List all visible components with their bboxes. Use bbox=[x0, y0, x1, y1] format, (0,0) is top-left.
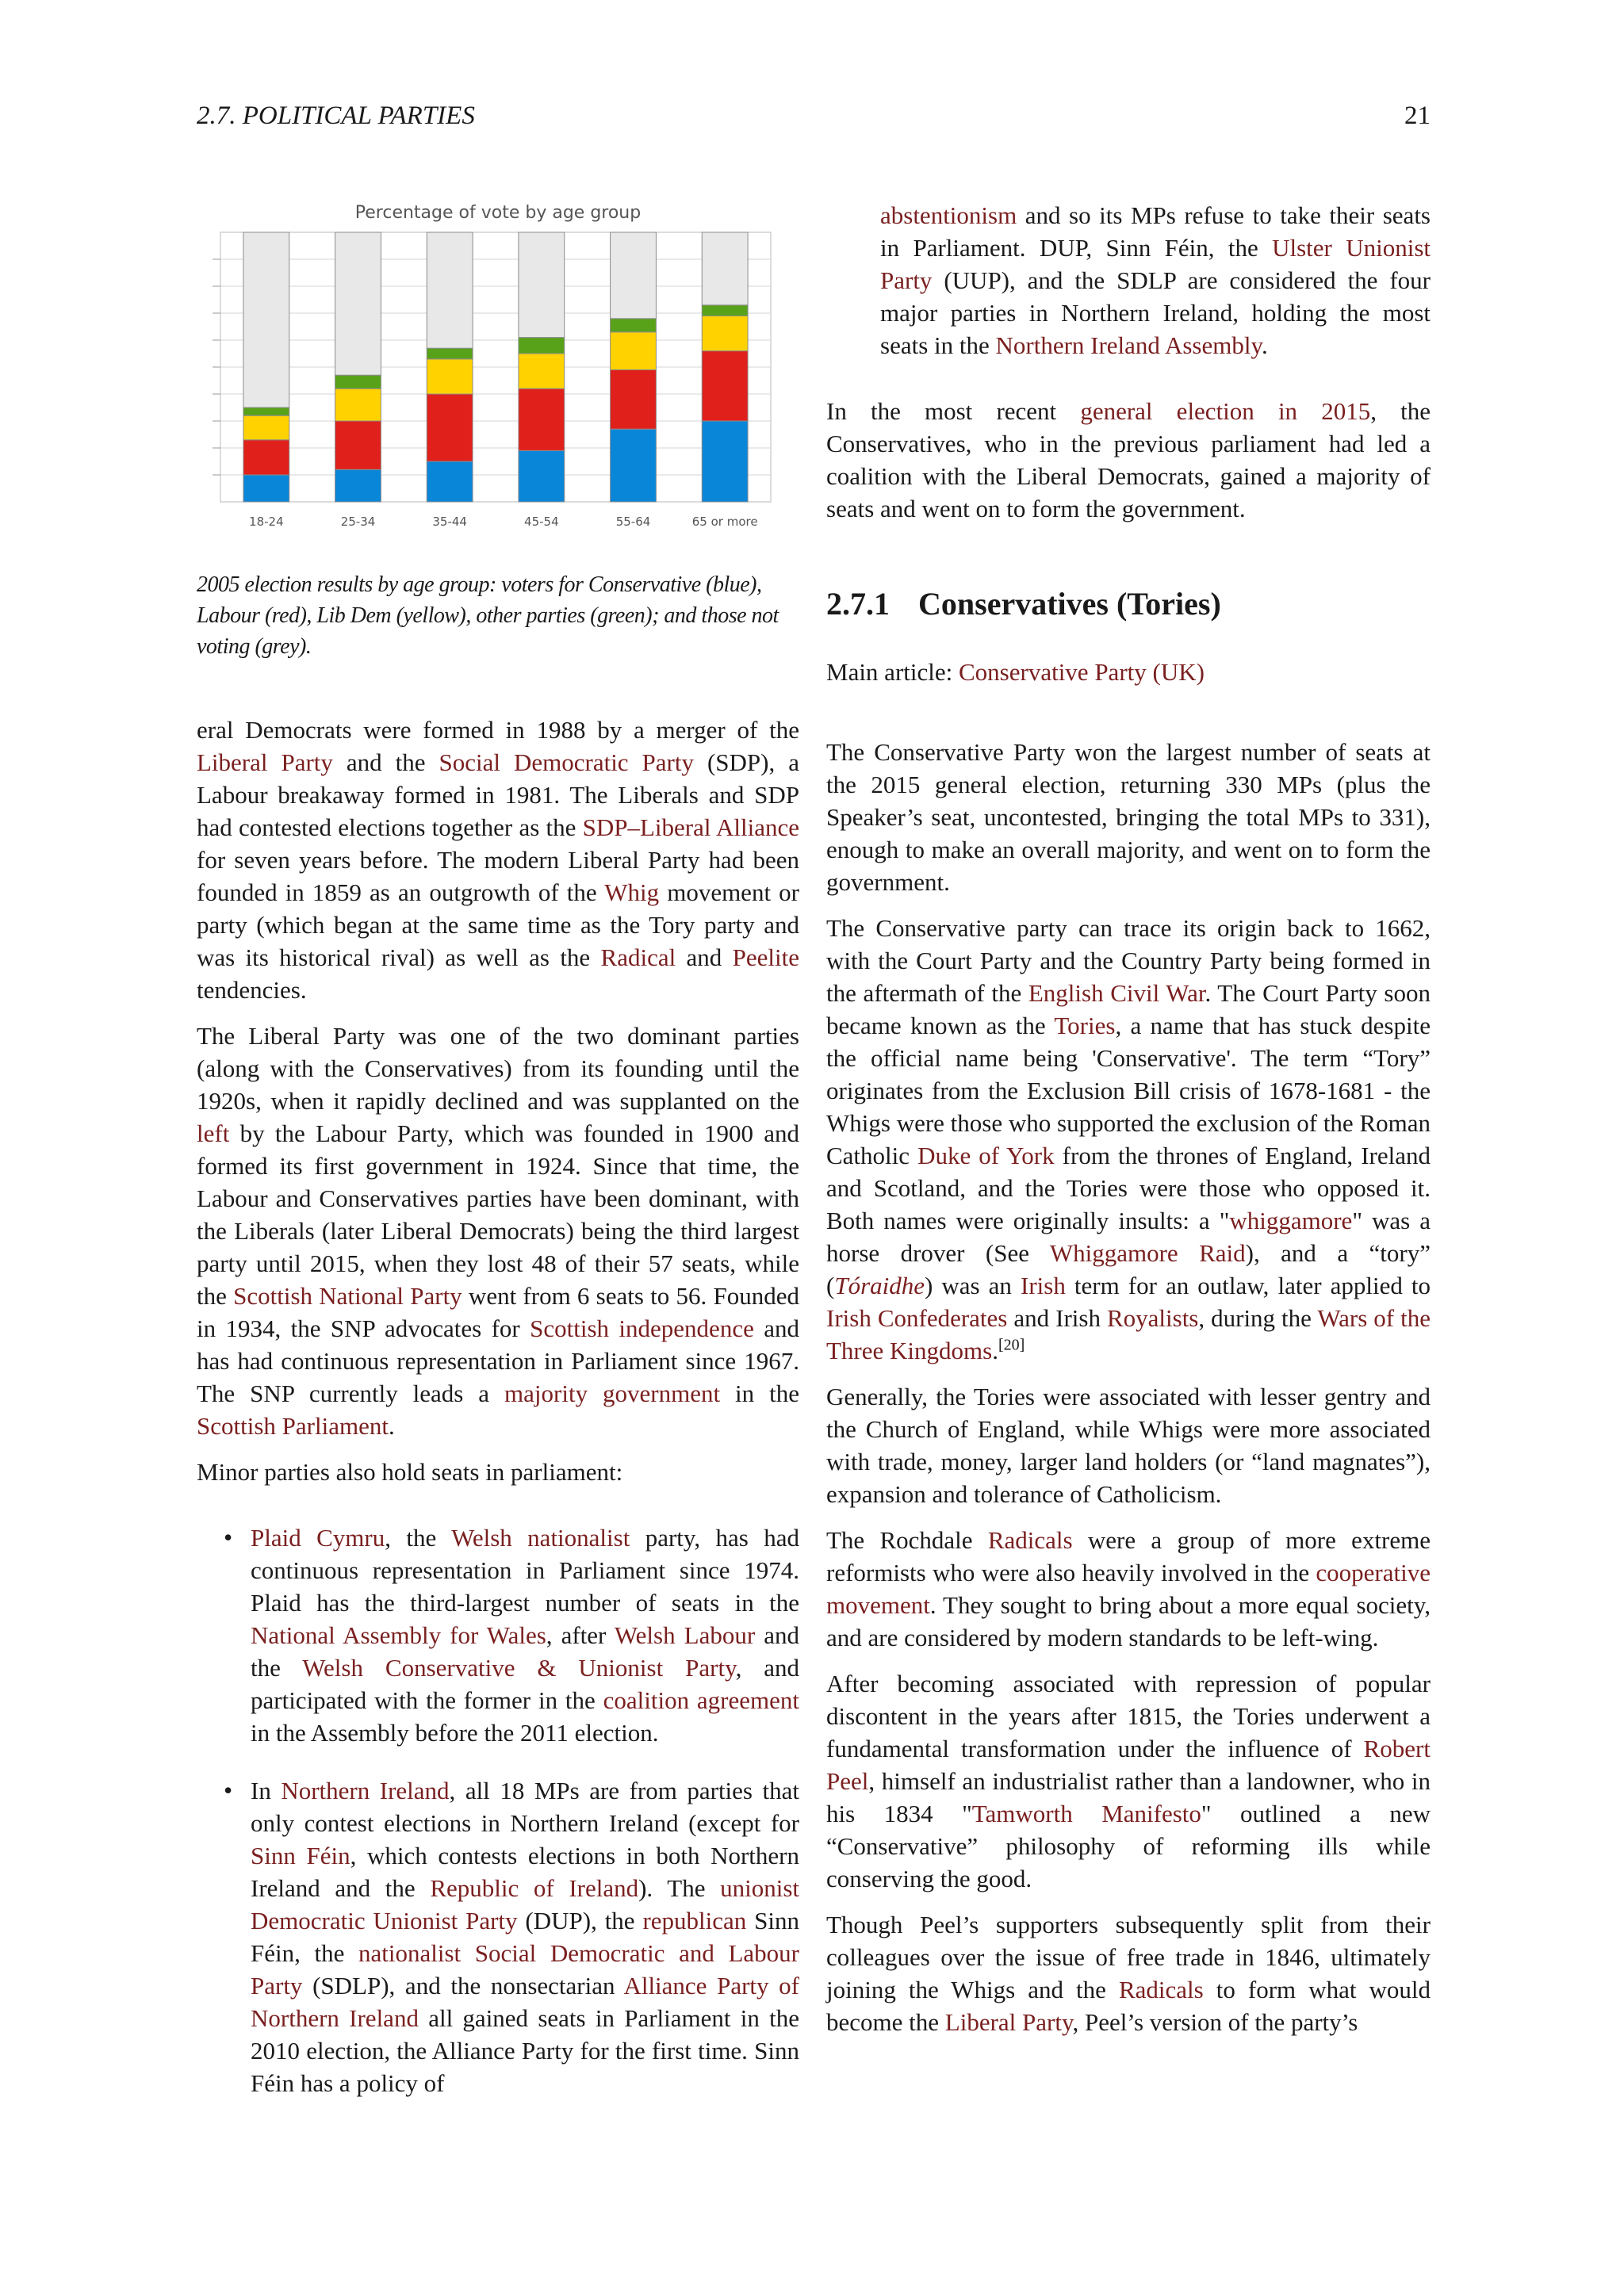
paragraph-rochdale-radicals: The Rochdale Radicals were a group of more extreme reformists who were also heavily involved in the cooperative movement. They sought to bring about a more equal society, and are considered by modern standards to be left-wing. bbox=[826, 1526, 1431, 1651]
paragraph-liberal-democrats: eral Democrats were formed in 1988 by a merger of the Liberal Party and the Social Democratic Party (SDP), a Labour breakaway formed in 1981. The Liberals and SDP had contested elections together as the SDP–Liberal Alliance for seven years before. The modern Liberal Party had been founded in 1859 as an outgrowth of the Whig movement or party (which began at the same time as the Tory party and was its historical rival) as well as the Radical and Peelite tendencies. bbox=[197, 716, 799, 1004]
link-coalition-agreement[interactable]: coalition agreement bbox=[603, 1686, 799, 1714]
link-toraidhe[interactable]: Tóraidhe bbox=[834, 1272, 925, 1299]
link-nationalist[interactable]: nationalist bbox=[358, 1939, 462, 1967]
bar-segment-labour bbox=[335, 421, 381, 469]
paragraph-2015-election: The Conservative Party won the largest number of seats at the 2015 general election, returning 330 MPs (plus the Speaker’s seat, uncontested, bringing the total MPs to 331), enough to make an overall majority, and went on to form the government. bbox=[826, 738, 1431, 896]
bar-segment-conservative bbox=[427, 461, 473, 502]
link-whig[interactable]: Whig bbox=[604, 878, 660, 906]
link-alliance-party[interactable]: Alliance Party of Northern Ireland bbox=[251, 1972, 799, 2032]
link-english-civil-war[interactable]: English Civil War bbox=[1028, 979, 1205, 1007]
bar-segment-other-parties bbox=[243, 408, 289, 415]
link-wars-of-three-kingdoms[interactable]: Wars of the Three Kingdoms bbox=[826, 1304, 1431, 1364]
link-scottish-independence[interactable]: Scottish independence bbox=[530, 1314, 754, 1342]
x-tick-label: 25-34 bbox=[340, 515, 376, 529]
list-item: • Plaid Cymru, the Welsh nationalist party, has had continuous representation in Parliament since 1974. Plaid has the third-largest number of seats in the National Assembly for Wales, after Welsh Labour and the Welsh Conservative & Unionist Party, and participated with the former in the coalition agreement in the Assembly before the 2011 election. bbox=[197, 1521, 799, 1749]
link-welsh-conservative[interactable]: Welsh Conservative & Unionist Party bbox=[302, 1654, 736, 1682]
vote-by-age-chart bbox=[211, 194, 776, 535]
bar-segment-lib-dem bbox=[702, 316, 748, 350]
link-tories[interactable]: Tories bbox=[1054, 1012, 1116, 1039]
link-scottish-national-party[interactable]: Scottish National Party bbox=[233, 1282, 462, 1310]
paragraph-origin: The Conservative party can trace its origin back to 1662, with the Court Party and the Country Party being formed in the aftermath of the English Civil War. The Court Party soon became known as the Tories, a name that has stuck despite the official name being 'Conservative'. The term “Tory” originates from the Exclusion Bill crisis of 1678-1681 - the Whigs were those who supported the exclusion of the Roman Catholic Duke of York from the thrones of England, Ireland and Scotland, and the Tories were those who opposed it. Both names were originally insults: a "whiggamore" was a horse drover (See Whiggamore Raid), and a “tory” (Tóraidhe) was an Irish term for an outlaw, later applied to Irish Confederates and Irish Royalists, during the Wars of the Three Kingdoms.[20] bbox=[826, 914, 1431, 1364]
link-conservative-party-uk[interactable]: Conservative Party (UK) bbox=[959, 658, 1205, 686]
paragraph-recent-election: In the most recent general election in 2015, the Conservatives, who in the previous parliament had led a coalition with the Liberal Democrats, gained a majority of seats and went on to form the government. bbox=[826, 397, 1431, 522]
link-unionist[interactable]: unionist bbox=[720, 1874, 799, 1902]
chart-x-labels bbox=[249, 515, 758, 529]
x-tick-label: 45-54 bbox=[524, 515, 559, 529]
bar-segment-conservative bbox=[243, 475, 289, 502]
link-irish[interactable]: Irish bbox=[1021, 1272, 1066, 1299]
bar-segment-lib-dem bbox=[427, 359, 473, 394]
link-democratic-unionist-party[interactable]: Democratic Unionist Party bbox=[251, 1907, 518, 1934]
bar-segment-labour bbox=[702, 351, 748, 421]
link-sinn-fein[interactable]: Sinn Féin bbox=[251, 1842, 350, 1869]
paragraph-peel-supporters: Though Peel’s supporters subsequently split from their colleagues over the issue of free trade in 1846, ultimately joining the Whigs and the Radicals to form what would become the Liberal Party, Peel’s version of the party’s bbox=[826, 1911, 1431, 2036]
bar-segment-other-parties bbox=[335, 375, 381, 388]
link-left[interactable]: left bbox=[197, 1119, 230, 1147]
link-duke-of-york[interactable]: Duke of York bbox=[917, 1142, 1055, 1169]
right-column-top bbox=[826, 199, 1431, 538]
list-item: • In Northern Ireland, all 18 MPs are from parties that only contest elections in Northern Ireland (except for Sinn Féin, which contests elections in both Northern Ireland and the Republic of Ireland). The unionist Democratic Unionist Party (DUP), the republican Sinn Féin, the nationalist Social Democratic and Labour Party (SDLP), and the nonsectarian Alliance Party of Northern Ireland all gained seats in Parliament in the 2010 election, the Alliance Party for the first time. Sinn Féin has a policy of bbox=[197, 1774, 799, 2099]
link-welsh-nationalist[interactable]: Welsh nationalist bbox=[451, 1524, 630, 1552]
section-number: 2.7.1 bbox=[826, 586, 890, 622]
link-northern-ireland-assembly[interactable]: Northern Ireland Assembly bbox=[995, 331, 1262, 359]
bar-segment-other-parties bbox=[702, 305, 748, 316]
bar-segment-other-parties bbox=[611, 319, 657, 332]
bar-segment-labour bbox=[611, 369, 657, 429]
bar-segment-lib-dem bbox=[519, 354, 565, 388]
paragraph-abstentionism: abstentionism and so its MPs refuse to take their seats in Parliament. DUP, Sinn Féin, the Ulster Unionist Party (UUP), and the SDLP are considered the four major parties in Northern Ireland, holding the most seats in the Northern Ireland Assembly. bbox=[880, 201, 1431, 359]
bar-segment-conservative bbox=[519, 450, 565, 502]
bar-segment-labour bbox=[243, 440, 289, 475]
bar-segment-lib-dem bbox=[335, 388, 381, 421]
link-cooperative-movement[interactable]: cooperative movement bbox=[826, 1559, 1431, 1619]
link-republic-of-ireland[interactable]: Republic of Ireland bbox=[430, 1874, 639, 1902]
minor-parties-list bbox=[197, 1521, 799, 2099]
link-liberal-party[interactable]: Liberal Party bbox=[197, 748, 333, 776]
section-title-text: Conservatives (Tories) bbox=[918, 586, 1221, 622]
chart-grid bbox=[213, 232, 771, 502]
section-header: 2.7. POLITICAL PARTIES bbox=[197, 101, 475, 130]
paragraph-minor-parties: Minor parties also hold seats in parliament: bbox=[197, 1458, 623, 1486]
bar-segment-other-parties bbox=[427, 348, 473, 359]
main-article-note: Main article: Conservative Party (UK) bbox=[826, 658, 1205, 686]
link-republican[interactable]: republican bbox=[642, 1907, 747, 1934]
bar-segment-other-parties bbox=[519, 338, 565, 354]
left-column bbox=[197, 714, 799, 2125]
link-liberal-party-2[interactable]: Liberal Party bbox=[944, 2008, 1073, 2036]
bar-segment-not-voting bbox=[335, 232, 381, 375]
bar-segment-conservative bbox=[335, 469, 381, 502]
link-social-democratic-party[interactable]: Social Democratic Party bbox=[439, 748, 694, 776]
bar-segment-lib-dem bbox=[243, 415, 289, 440]
x-tick-label: 65 or more bbox=[691, 515, 758, 529]
link-general-election-2015[interactable]: general election in 2015 bbox=[1080, 397, 1371, 425]
link-radical[interactable]: Radical bbox=[600, 943, 676, 971]
link-tamworth-manifesto[interactable]: Tamworth Manifesto bbox=[971, 1800, 1201, 1827]
bar-segment-not-voting bbox=[427, 232, 473, 348]
link-radicals-2[interactable]: Radicals bbox=[1118, 1976, 1204, 2003]
bar-segment-labour bbox=[427, 394, 473, 461]
link-whiggamore-raid[interactable]: Whiggamore Raid bbox=[1049, 1239, 1246, 1267]
x-tick-label: 35-44 bbox=[432, 515, 467, 529]
citation-20[interactable]: [20] bbox=[998, 1336, 1025, 1354]
x-tick-label: 55-64 bbox=[615, 515, 651, 529]
paragraph-peel: After becoming associated with repression of popular discontent in the years after 1815, the Tories underwent a fundamental transformation under the influence of Robert Peel, himself an industrialist rather than a landowner, who in his 1834 "Tamworth Manifesto" outlined a new “Conservative” philosophy of reforming ills while conserving the good. bbox=[826, 1670, 1431, 1892]
link-robert-peel[interactable]: Robert Peel bbox=[826, 1735, 1431, 1795]
link-welsh-labour[interactable]: Welsh Labour bbox=[614, 1621, 756, 1649]
link-plaid-cymru[interactable]: Plaid Cymru bbox=[251, 1524, 385, 1552]
link-whiggamore[interactable]: whiggamore bbox=[1229, 1207, 1353, 1234]
link-peelite[interactable]: Peelite bbox=[732, 943, 799, 971]
chart-svg bbox=[211, 194, 776, 535]
link-majority-government[interactable]: majority government bbox=[504, 1380, 721, 1407]
bar-segment-not-voting bbox=[519, 232, 565, 338]
paragraph-liberal-party-history: The Liberal Party was one of the two dominant parties (along with the Conservatives) from its founding until the 1920s, when it rapidly declined and was supplanted on the left by the Labour Party, which was founded in 1900 and formed its first government in 1924. Since that time, the Labour and Conservatives parties have been dominant, with the Liberals (later Liberal Democrats) being the third largest party until 2015, when they lost 48 of their 57 seats, while the Scottish National Party went from 6 seats to 56. Founded in 1934, the SNP advocates for Scottish independence and has had continuous representation in Parliament since 1967. The SNP currently leads a majority government in the Scottish Parliament. bbox=[197, 1022, 800, 1440]
link-radicals[interactable]: Radicals bbox=[987, 1526, 1073, 1554]
link-royalists[interactable]: Royalists bbox=[1106, 1304, 1199, 1332]
section-heading bbox=[826, 585, 1221, 622]
bar-segment-labour bbox=[519, 388, 565, 450]
figure-caption: 2005 election results by age group: voters for Conservative (blue), Labour (red), Lib Dem (yellow), other parties (green); and those not voting (grey). bbox=[197, 572, 779, 659]
link-abstentionism[interactable]: abstentionism bbox=[880, 201, 1017, 229]
link-sdlp[interactable]: Social Democratic and Labour Party bbox=[251, 1939, 799, 1999]
bar-segment-conservative bbox=[611, 429, 657, 502]
bar-segment-not-voting bbox=[702, 232, 748, 305]
bar-segment-lib-dem bbox=[611, 332, 657, 370]
link-scottish-parliament[interactable]: Scottish Parliament bbox=[197, 1412, 389, 1440]
bar-segment-not-voting bbox=[243, 232, 289, 408]
bar-segment-not-voting bbox=[611, 232, 657, 319]
bar-segment-conservative bbox=[702, 421, 748, 502]
link-ulster-unionist-party[interactable]: Ulster Unionist Party bbox=[880, 234, 1431, 294]
right-column-body bbox=[826, 736, 1431, 2052]
paragraph-tories-whigs: Generally, the Tories were associated with lesser gentry and the Church of England, while Whigs were more associated with trade, money, larger land holders (or “land magnates”), expansion and tolerance of Catholicism. bbox=[826, 1383, 1431, 1508]
x-tick-label: 18-24 bbox=[249, 515, 284, 529]
link-national-assembly-for-wales[interactable]: National Assembly for Wales bbox=[251, 1621, 546, 1649]
link-sdp-liberal-alliance[interactable]: SDP–Liberal Alliance bbox=[582, 813, 799, 841]
link-northern-ireland[interactable]: Northern Ireland bbox=[281, 1777, 450, 1804]
running-header bbox=[197, 101, 1431, 141]
chart-title: Percentage of vote by age group bbox=[354, 203, 642, 223]
link-irish-confederates[interactable]: Irish Confederates bbox=[826, 1304, 1008, 1332]
page-number: 21 bbox=[1404, 101, 1431, 130]
